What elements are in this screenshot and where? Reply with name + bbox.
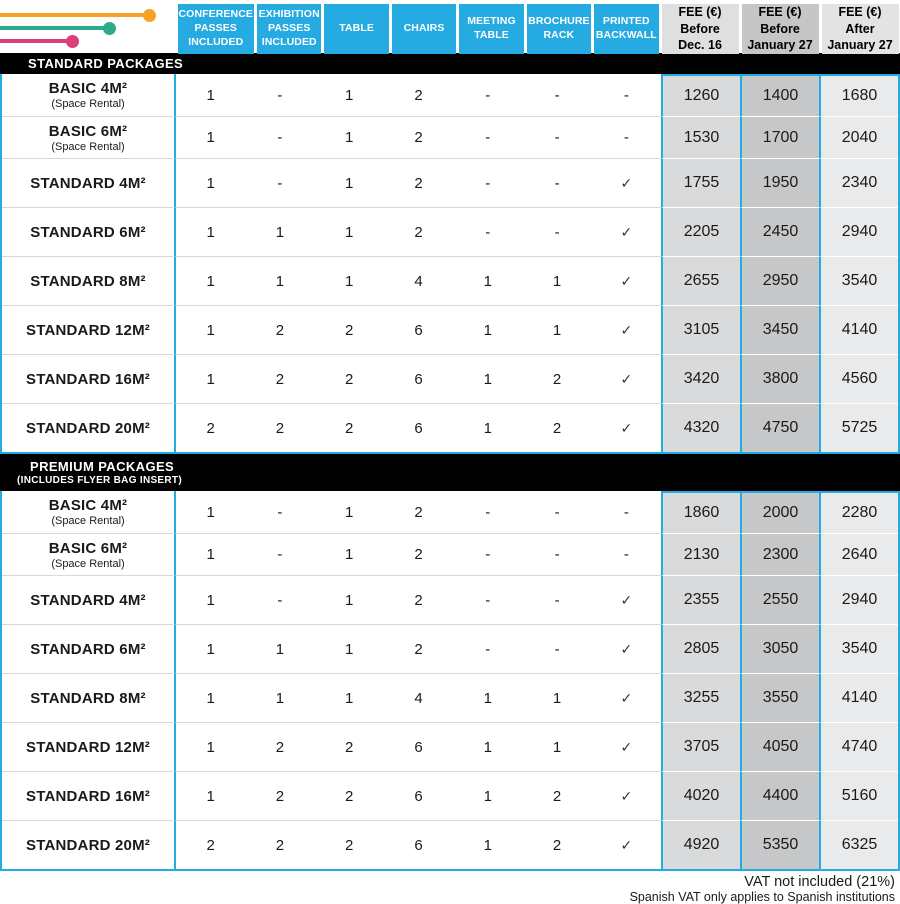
fee-cell: 4740 <box>819 722 898 771</box>
fee-cell: 2280 <box>819 491 898 533</box>
fee-cell: 4020 <box>661 771 740 820</box>
value-cell: 2 <box>176 403 245 452</box>
value-cell: 1 <box>345 86 354 104</box>
fee-cell: 2950 <box>740 256 819 305</box>
value-cell: - <box>453 207 522 256</box>
value-cell: 1 <box>245 207 314 256</box>
package-subtitle: (Space Rental) <box>51 140 125 153</box>
package-name-cell <box>2 673 176 722</box>
fee-cell: 5160 <box>819 771 898 820</box>
fee-cell: 5350 <box>740 820 819 869</box>
fee-cell: 1950 <box>740 158 819 207</box>
value-cell: - <box>245 116 314 158</box>
value-cell: 1 <box>176 116 245 158</box>
fee-cell: 2640 <box>819 533 898 575</box>
value-cell: 6 <box>384 771 453 820</box>
package-name: STANDARD 6M² <box>30 640 146 658</box>
value-cell: - <box>623 86 629 104</box>
value-cell: 1 <box>176 771 245 820</box>
section-banner <box>0 454 900 491</box>
checkmark-cell: ✓ <box>592 256 661 305</box>
section-subtitle: (INCLUDES FLYER BAG INSERT) <box>17 474 182 486</box>
value-cell: 1 <box>453 354 522 403</box>
package-name: BASIC 4M² <box>48 497 128 514</box>
value-cell: 1 <box>176 722 245 771</box>
value-cell: - <box>245 158 314 207</box>
fee-cell: 3050 <box>740 624 819 673</box>
package-name-cell <box>2 575 176 624</box>
checkmark-cell: ✓ <box>592 771 661 820</box>
fee-cell: 4750 <box>740 403 819 452</box>
value-cell: 1 <box>176 158 245 207</box>
value-cell: 4 <box>384 673 453 722</box>
package-subtitle: (Space Rental) <box>51 98 125 110</box>
table-row <box>2 722 898 771</box>
value-cell: 2 <box>245 354 314 403</box>
value-cell: - <box>277 86 283 104</box>
fee-cell: 3705 <box>661 722 740 771</box>
table-row <box>2 403 898 452</box>
table-row <box>2 256 898 305</box>
value-cell: 2 <box>384 624 453 673</box>
package-name-cell <box>2 354 176 403</box>
fee-cell: 2205 <box>661 207 740 256</box>
value-cell: 2 <box>522 771 591 820</box>
package-name-cell <box>2 207 176 256</box>
fee-cell: 3255 <box>661 673 740 722</box>
fee-header-line: FEE (€) <box>678 5 722 19</box>
value-cell: 1 <box>176 533 245 575</box>
package-name: STANDARD 20M² <box>26 836 150 854</box>
value-cell: - <box>522 116 591 158</box>
value-cell: 2 <box>245 403 314 452</box>
checkmark-cell: ✓ <box>592 305 661 354</box>
value-cell: 1 <box>453 256 522 305</box>
package-name-cell <box>2 722 176 771</box>
value-cell: - <box>522 158 591 207</box>
value-cell: 1 <box>453 722 522 771</box>
package-name: STANDARD 8M² <box>30 689 146 707</box>
fee-cell: 2355 <box>661 575 740 624</box>
vat-footnote <box>0 871 900 904</box>
logo-decoration <box>0 4 176 54</box>
fee-cell: 3540 <box>819 624 898 673</box>
fee-cell: 1680 <box>819 74 898 116</box>
teal-dot <box>103 22 116 35</box>
value-cell: 2 <box>522 403 591 452</box>
value-cell: 2 <box>176 820 245 869</box>
package-name-cell <box>2 624 176 673</box>
fee-cell: 1700 <box>740 116 819 158</box>
value-cell: 1 <box>453 673 522 722</box>
package-name: STANDARD 12M² <box>26 738 150 756</box>
value-cell: 1 <box>245 624 314 673</box>
checkmark-cell: ✓ <box>592 158 661 207</box>
table-row <box>2 354 898 403</box>
value-cell: 2 <box>315 771 384 820</box>
value-cell: 1 <box>345 503 354 521</box>
value-cell: 1 <box>453 820 522 869</box>
value-cell: 1 <box>176 624 245 673</box>
table-row <box>2 624 898 673</box>
value-cell: 2 <box>245 305 314 354</box>
value-cell: 1 <box>245 673 314 722</box>
vat-note: VAT not included (21%) <box>744 874 895 890</box>
fee-cell: 1530 <box>661 116 740 158</box>
fee-cell: 2550 <box>740 575 819 624</box>
package-name: STANDARD 4M² <box>30 591 146 609</box>
package-name-cell <box>2 820 176 869</box>
value-cell: 2 <box>384 158 453 207</box>
value-cell: - <box>592 533 661 575</box>
package-name: STANDARD 6M² <box>30 223 146 241</box>
table-row <box>2 771 898 820</box>
value-cell: - <box>245 575 314 624</box>
value-cell: 2 <box>315 403 384 452</box>
value-cell: 1 <box>315 256 384 305</box>
value-cell: 2 <box>414 86 423 104</box>
table-row <box>2 116 898 158</box>
value-cell: 1 <box>176 673 245 722</box>
package-name-cell <box>2 305 176 354</box>
fee-header-line: Before <box>760 21 800 36</box>
fee-header-line: Dec. 16 <box>678 38 722 52</box>
table-header <box>0 0 900 53</box>
value-cell: - <box>522 207 591 256</box>
fee-header-line: Before <box>680 21 720 36</box>
value-cell: 2 <box>414 503 423 521</box>
value-cell: - <box>623 503 629 521</box>
table-row <box>2 491 898 533</box>
checkmark-cell: ✓ <box>592 624 661 673</box>
column-header-chairs: CHAIRS <box>392 4 456 54</box>
section-title: PREMIUM PACKAGES <box>30 458 175 474</box>
checkmark-cell: ✓ <box>592 722 661 771</box>
table-row <box>2 74 898 116</box>
value-cell: 1 <box>245 256 314 305</box>
value-cell: 6 <box>384 305 453 354</box>
table-body <box>0 53 900 871</box>
value-cell: - <box>453 158 522 207</box>
value-cell: - <box>592 116 661 158</box>
fee-column-header-before-jan27 <box>742 4 819 54</box>
fee-cell: 3800 <box>740 354 819 403</box>
value-cell: 1 <box>315 158 384 207</box>
fee-cell: 1755 <box>661 158 740 207</box>
fee-column-header-after-jan27 <box>822 4 899 54</box>
package-name: BASIC 6M² <box>48 122 128 140</box>
package-name: STANDARD 8M² <box>30 272 146 290</box>
value-cell: - <box>277 503 283 521</box>
fee-cell: 2300 <box>740 533 819 575</box>
value-cell: - <box>485 503 491 521</box>
table-row <box>2 820 898 869</box>
value-cell: 6 <box>384 722 453 771</box>
checkmark-cell: ✓ <box>592 820 661 869</box>
section-title: STANDARD PACKAGES <box>28 56 184 71</box>
fee-cell: 2130 <box>661 533 740 575</box>
column-header-table: TABLE <box>324 4 388 54</box>
section-banner <box>0 53 900 74</box>
fee-column-header-before-dec16 <box>662 4 739 54</box>
package-name: STANDARD 4M² <box>30 174 146 192</box>
fee-header-line: After <box>845 21 875 36</box>
fee-cell: 4320 <box>661 403 740 452</box>
orange-dot <box>143 9 156 22</box>
package-name: STANDARD 16M² <box>26 787 150 805</box>
fee-header-line: FEE (€) <box>838 5 882 19</box>
fee-cell: 2940 <box>819 575 898 624</box>
fee-cell: 6325 <box>819 820 898 869</box>
fee-cell: 4050 <box>740 722 819 771</box>
package-name: BASIC 6M² <box>48 539 128 557</box>
value-cell: 6 <box>384 820 453 869</box>
value-cell: - <box>554 86 560 104</box>
value-cell: 1 <box>176 575 245 624</box>
value-cell: 1 <box>176 305 245 354</box>
value-cell: 1 <box>453 305 522 354</box>
table-row <box>2 305 898 354</box>
value-cell: 1 <box>453 771 522 820</box>
value-cell: 2 <box>384 207 453 256</box>
value-cell: - <box>245 533 314 575</box>
table-row <box>2 575 898 624</box>
package-name: STANDARD 16M² <box>26 370 150 388</box>
value-cell: 1 <box>522 305 591 354</box>
value-cell: - <box>453 533 522 575</box>
package-subtitle: (Space Rental) <box>51 557 125 570</box>
value-cell: 2 <box>384 116 453 158</box>
fee-cell: 1260 <box>661 74 740 116</box>
package-name-cell <box>2 256 176 305</box>
value-cell: 2 <box>315 305 384 354</box>
value-cell: 1 <box>315 575 384 624</box>
value-cell: 1 <box>315 533 384 575</box>
value-cell: 1 <box>176 256 245 305</box>
package-name-cell <box>2 74 176 116</box>
column-header-meeting-table: MEETING TABLE <box>459 4 523 54</box>
value-cell: 1 <box>453 403 522 452</box>
package-name-cell <box>2 491 176 533</box>
value-cell: 6 <box>384 354 453 403</box>
fee-cell: 5725 <box>819 403 898 452</box>
value-cell: 1 <box>522 722 591 771</box>
value-cell: 2 <box>245 771 314 820</box>
column-header-exhibition-passes: EXHIBITION PASSES INCLUDED <box>257 4 321 54</box>
fee-cell: 4400 <box>740 771 819 820</box>
fee-cell: 1400 <box>740 74 819 116</box>
fee-cell: 1860 <box>661 491 740 533</box>
table-row <box>2 207 898 256</box>
package-name: STANDARD 12M² <box>26 321 150 339</box>
section-rows <box>0 491 900 871</box>
value-cell: - <box>485 86 491 104</box>
spanish-vat-note: Spanish VAT only applies to Spanish institutions <box>629 890 895 904</box>
orange-line <box>0 13 150 17</box>
package-name-cell <box>2 533 176 575</box>
package-name: STANDARD 20M² <box>26 419 150 437</box>
value-cell: 1 <box>206 503 215 521</box>
value-cell: 1 <box>522 673 591 722</box>
package-name-cell <box>2 771 176 820</box>
fee-header-line: January 27 <box>827 38 893 52</box>
table-row <box>2 533 898 575</box>
fee-cell: 2340 <box>819 158 898 207</box>
fee-cell: 4920 <box>661 820 740 869</box>
package-name-cell <box>2 403 176 452</box>
value-cell: - <box>453 624 522 673</box>
fee-cell: 3420 <box>661 354 740 403</box>
value-cell: 1 <box>315 116 384 158</box>
fee-cell: 4140 <box>819 305 898 354</box>
fee-cell: 3105 <box>661 305 740 354</box>
fee-header-line: January 27 <box>747 38 813 52</box>
checkmark-cell: ✓ <box>592 207 661 256</box>
package-name: BASIC 4M² <box>48 80 128 97</box>
fee-cell: 2940 <box>819 207 898 256</box>
fee-cell: 2805 <box>661 624 740 673</box>
fee-cell: 3550 <box>740 673 819 722</box>
fee-cell: 3450 <box>740 305 819 354</box>
section-rows <box>0 74 900 454</box>
fee-header-line: FEE (€) <box>758 5 802 19</box>
column-header-printed-backwall: PRINTED BACKWALL <box>594 4 658 54</box>
value-cell: 2 <box>245 820 314 869</box>
table-row <box>2 158 898 207</box>
fee-cell: 3540 <box>819 256 898 305</box>
column-header-brochure-rack: BROCHURE RACK <box>527 4 591 54</box>
value-cell: 1 <box>315 207 384 256</box>
value-cell: 4 <box>384 256 453 305</box>
value-cell: 2 <box>384 575 453 624</box>
value-cell: 2 <box>245 722 314 771</box>
value-cell: - <box>453 116 522 158</box>
checkmark-cell: ✓ <box>592 403 661 452</box>
value-cell: - <box>522 575 591 624</box>
value-cell: 1 <box>315 673 384 722</box>
checkmark-cell: ✓ <box>592 354 661 403</box>
value-cell: - <box>453 575 522 624</box>
fee-cell: 2450 <box>740 207 819 256</box>
pink-line <box>0 39 73 43</box>
value-cell: 2 <box>522 354 591 403</box>
value-cell: 1 <box>176 354 245 403</box>
value-cell: 2 <box>315 722 384 771</box>
package-subtitle: (Space Rental) <box>51 515 125 527</box>
fee-cell: 2040 <box>819 116 898 158</box>
value-cell: - <box>554 503 560 521</box>
value-cell: 1 <box>315 624 384 673</box>
value-cell: 2 <box>315 820 384 869</box>
pink-dot <box>66 35 79 48</box>
table-row <box>2 673 898 722</box>
value-cell: 2 <box>522 820 591 869</box>
column-header-conference-passes: CONFERENCE PASSES INCLUDED <box>178 4 255 54</box>
value-cell: - <box>522 624 591 673</box>
value-cell: - <box>522 533 591 575</box>
fee-cell: 2000 <box>740 491 819 533</box>
checkmark-cell: ✓ <box>592 575 661 624</box>
checkmark-cell: ✓ <box>592 673 661 722</box>
value-cell: 2 <box>384 533 453 575</box>
value-cell: 1 <box>176 207 245 256</box>
value-cell: 6 <box>384 403 453 452</box>
fee-cell: 4140 <box>819 673 898 722</box>
package-name-cell <box>2 116 176 158</box>
value-cell: 2 <box>315 354 384 403</box>
fee-cell: 4560 <box>819 354 898 403</box>
value-cell: 1 <box>206 86 215 104</box>
value-cell: 1 <box>522 256 591 305</box>
fee-cell: 2655 <box>661 256 740 305</box>
package-name-cell <box>2 158 176 207</box>
teal-line <box>0 26 110 30</box>
